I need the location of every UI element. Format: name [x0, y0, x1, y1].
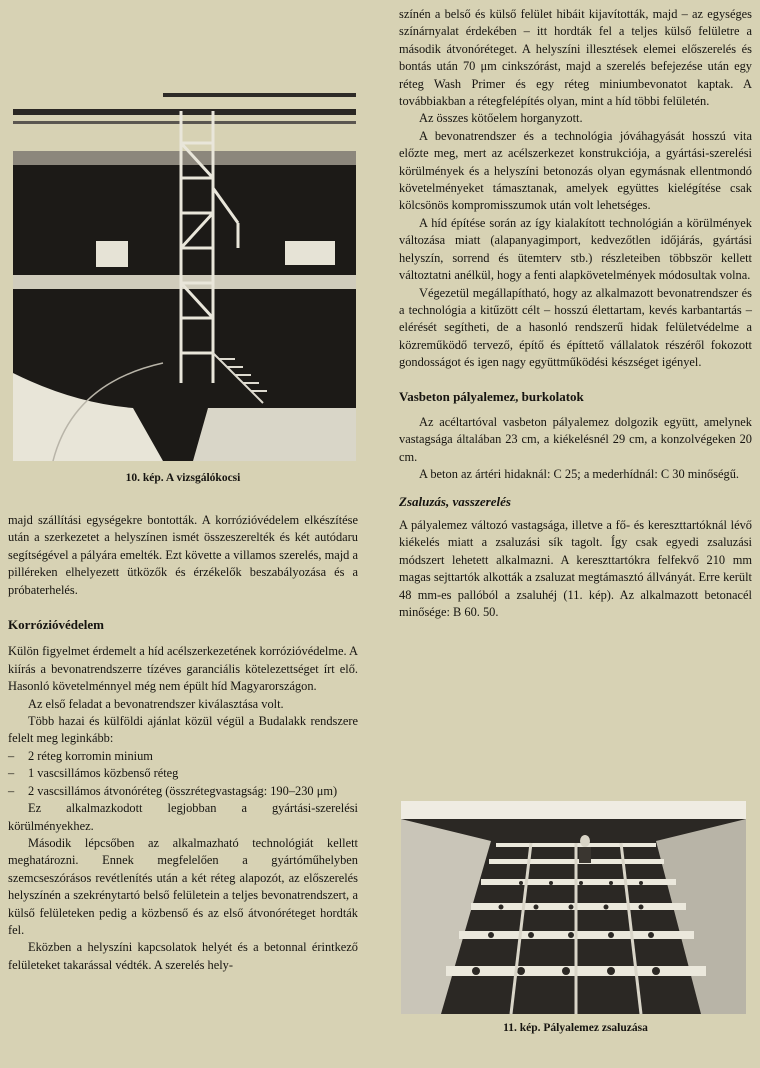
formwork-photo: [401, 801, 746, 1014]
section-heading-korroziovedelem: Korrózióvédelem: [8, 617, 105, 633]
paragraph: Az első feladat a bevonatrendszer kiválasztása volt.: [28, 696, 284, 711]
paragraph: Több hazai és külföldi ajánlat közül végül a Budalakk rendszere felelt meg leginkább:: [8, 714, 358, 746]
inspection-car-photo: [13, 13, 356, 461]
coating-list: [8, 748, 358, 800]
paragraph: Külön figyelmet érdemelt a híd acélszerkezetének korrózióvédelme. A kiírás a bevonatrendszerre tízéves garanciális kötelezettséget írt elő. Hasonló követelménnyel még nem épült híd Magyarországon.: [8, 644, 358, 694]
section-subheading-zsaluzas: Zsaluzás, vasszerelés: [399, 493, 511, 509]
paragraph: Második lépcsőben az alkalmazható technológiát kellett meghatározni. Ennek megfelelően a gyártóműhelyben szemcseszórásos revétlenítés után a két réteg alapozót, az előszerelés helyszínén a szekrénytartó belső felületein a teljes bevonatrendszert, a külső felületeken pedig a közbenső és az első átvonóréteget hordták fel.: [8, 835, 358, 937]
list-item: – 1 vascsillámos közbenső réteg: [8, 765, 358, 782]
figure-11-photo: [401, 801, 746, 1014]
paragraph: A pályalemez változó vastagsága, illetve a fő- és kereszttartóknál lévő kiékelés miatt a zsaluzási sík tagolt. Így csak egyedi zsaluzási módszert lehetett alkalmazni. A kereszttartókra felfekvő 210 mm magas sejttartók alkották a zsaluzat megtámasztó állványát. Erre került 48 mm-es pallóból a zsaluhéj (11. kép). Az alkalmazott betonacél minősége: B 60. 50.: [399, 517, 752, 619]
figure-10-caption: 10. kép. A vizsgálókocsi: [125, 472, 241, 484]
paragraph: Végezetül megállapítható, hogy az alkalmazott bevonatrendszer és a technológia a kitűzött célt – hosszú élettartam, kevés karbantartás – elérését segítheti, de a hasonló rendszerű hidak felületvédelme a közreműködő tervező, építő és építtető vállalatok részéről fokozott gondosságot és igen nagy együttműködési készséget igényel.: [399, 285, 752, 370]
paragraph: színén a belső és külső felület hibáit kijavították, majd – az egységes színárnyalat érdekében – itt hordták fel a teljes külső felületre a második átvonóréteget. A helyszíni illesztések elemei előszerelés és bontás után 70 μm cinkszórást, majd a szerelés befejezése után egy réteg Wash Primer és egy réteg miniumbevonatot kaptak. A továbbiakban a rétegfelépítés olyan, mint a híd többi felületén.: [399, 7, 752, 109]
list-item: – 2 vascsillámos átvonóréteg (összrétegvastagság: 190–230 μm): [8, 783, 358, 800]
paragraph: Ez alkalmazkodott legjobban a gyártási-szerelési körülményekhez.: [8, 801, 358, 833]
paragraph: A bevonatrendszer és a technológia jóváhagyását hosszú vita előzte meg, mert az acélszerkezet konstrukciója, a gyártási-szerelési körülmények és a helyszíni betonozás olyan egymásnak ellentmondó követelményeket támasztanak, amelyek együttes kielégítése csak kölcsönös kompromisszumok után volt lehetséges.: [399, 128, 752, 213]
figure-10-photo: [13, 13, 356, 461]
figure-11-caption: 11. kép. Pályalemez zsaluzása: [503, 1022, 648, 1034]
paragraph: Az összes kötőelem horganyzott.: [419, 111, 583, 126]
paragraph: A beton az ártéri hidaknál: C 25; a mederhídnál: C 30 minőségű.: [419, 467, 740, 482]
paragraph: Az acéltartóval vasbeton pályalemez dolgozik együtt, amelynek vastagsága általában 23 cm, a kiékelésnél 29 cm, a konzolvégeken 20 cm.: [399, 414, 752, 464]
paragraph: A híd építése során az így kialakított technológián a körülmények változása miatt (alapanyagimport, kedvezőtlen időjárás, gyártási helyszín, sorrend és ütemterv stb.) részleteiben többször kellett változtatni anélkül, hogy a fenti alapkövetelmények módosultak volna.: [399, 215, 752, 283]
list-item: – 2 réteg korromin minium: [8, 748, 358, 765]
paragraph: majd szállítási egységekre bontották. A korrózióvédelem elkészítése után a szerkezetet a helyszínen ismét összeszerelték és két autódaru segítségével a pályára emelték. Ezt követte a villamos szerelés, majd a pilléreken elhelyezett ütközők és érzékelők beszabályozása és a próbaterhelés.: [8, 513, 358, 597]
section-heading-vasbeton: Vasbeton pályalemez, burkolatok: [399, 388, 584, 404]
paragraph: Eközben a helyszíni kapcsolatok helyét és a betonnal érintkező felületeket takarással védték. A szerelés hely-: [8, 940, 358, 972]
